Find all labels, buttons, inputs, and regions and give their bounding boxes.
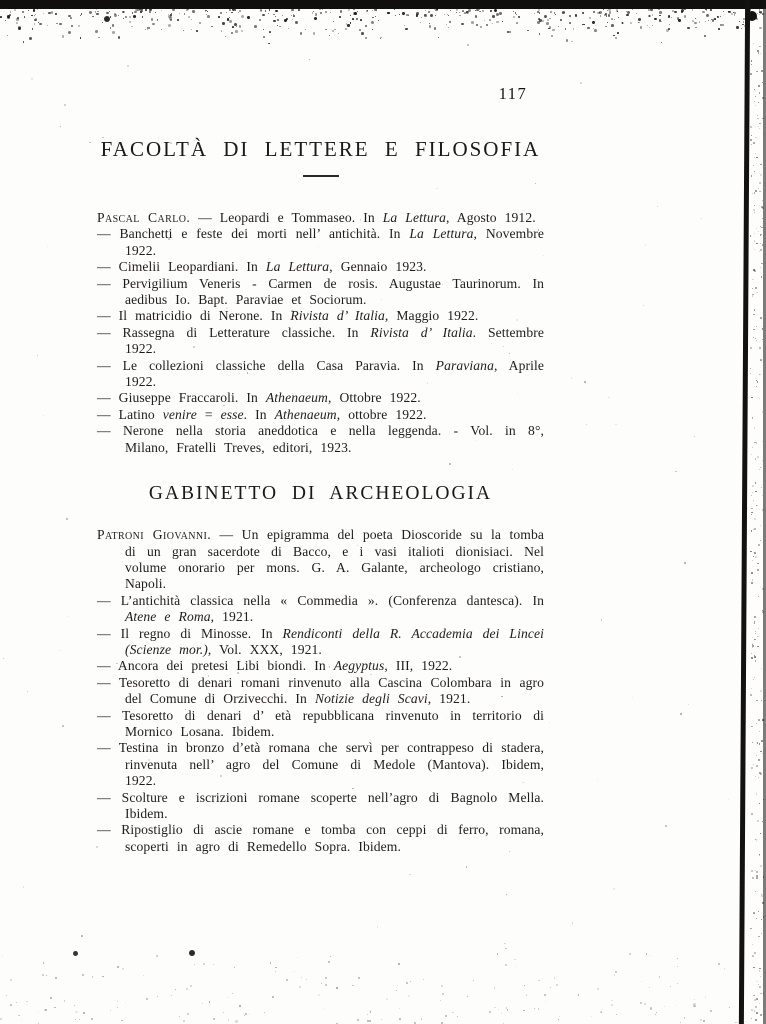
bibliography-entry: — Nerone nella storia aneddotica e nella leggenda. - Vol. in 8°, Milano, Fratelli Treves, editori, 1923. bbox=[97, 423, 544, 455]
scan-binding-line bbox=[739, 0, 750, 1024]
entry-list bbox=[97, 527, 544, 855]
bibliography-entry: — Latino venire = esse. In Athenaeum, ottobre 1922. bbox=[97, 406, 427, 422]
bibliography-entry: — Banchetti e feste dei morti nell’ antichità. In La Lettura, Novembre 1922. bbox=[97, 226, 544, 258]
section-facolta-lettere-filosofia bbox=[97, 0, 544, 456]
bibliography-entry: — Le collezioni classiche della Casa Paravia. In Paraviana, Aprile 1922. bbox=[97, 357, 544, 390]
bibliography-entry: — Ancora dei pretesi Libi biondi. In Aegyptus, III, 1922. bbox=[97, 658, 453, 674]
bibliography-entry: Pascal Carlo. — Leopardi e Tommaseo. In La Lettura, Agosto 1912. bbox=[97, 210, 536, 225]
bibliography-entry: Patroni Giovanni. — Un epigramma del poeta Dioscoride su la tomba di un gran sacerdote di Bacco, e i vasi italioti dionisiaci. Nel volume onorario per mons. G. A. Galante, archeologo cristiano, Napoli. bbox=[97, 527, 544, 592]
bibliography-entry: — Scolture e iscrizioni romane scoperte nell’agro di Bagnolo Mella. Ibidem. bbox=[97, 789, 544, 821]
bibliography-entry: — Cimelii Leopardiani. In La Lettura, Gennaio 1923. bbox=[97, 259, 427, 275]
section-gabinetto-archeologia bbox=[97, 483, 544, 855]
page-content bbox=[97, 0, 544, 855]
section-title: GABINETTO DI ARCHEOLOGIA bbox=[148, 483, 493, 505]
bibliography-entry: — Testina in bronzo d’età romana che servì per contrappeso di stadera, rinvenuta nell’ agro del Comune di Medole (Mantova). Ibidem, 1922. bbox=[97, 740, 544, 789]
title-rule bbox=[303, 175, 339, 177]
bibliography-entry: — Tesoretto di denari romani rinvenuto alla Cascina Colombara in agro del Comune di Orzivecchi. In Notizie degli Scavi, 1921. bbox=[97, 674, 544, 707]
bibliography-entry: — Pervigilium Veneris - Carmen de rosis. Augustae Taurinorum. In aedibus Io. Bapt. Paraviae et Sociorum. bbox=[97, 275, 544, 308]
bibliography-entry: — Tesoretto di denari d’ età repubblicana rinvenuto in territorio di Mornico Losana. Ibidem. bbox=[97, 707, 544, 739]
scan-border-top bbox=[0, 0, 766, 9]
entry-list bbox=[97, 210, 544, 456]
bibliography-entry: — Giuseppe Fraccaroli. In Athenaeum, Ottobre 1922. bbox=[97, 390, 421, 406]
section-title: FACOLTÀ DI LETTERE E FILOSOFIA bbox=[100, 137, 541, 161]
bibliography-entry: — Rassegna di Letterature classiche. In Rivista d’ Italia. Settembre 1922. bbox=[97, 324, 545, 357]
bibliography-entry: — L’antichità classica nella « Commedia ». (Conferenza dantesca). In Atene e Roma, 1921. bbox=[97, 592, 544, 625]
bibliography-entry: — Ripostiglio di ascie romane e tomba con ceppi di ferro, romana, scoperti in agro di Remedello Sopra. Ibidem. bbox=[97, 822, 544, 854]
bibliography-entry: — Il regno di Minosse. In Rendiconti della R. Accademia dei Lincei (Scienze mor.), Vol. XXX, 1921. bbox=[97, 625, 544, 657]
page-number: 117 bbox=[498, 84, 528, 103]
bibliography-entry: — Il matricidio di Nerone. In Rivista d’ Italia, Maggio 1922. bbox=[97, 308, 479, 324]
